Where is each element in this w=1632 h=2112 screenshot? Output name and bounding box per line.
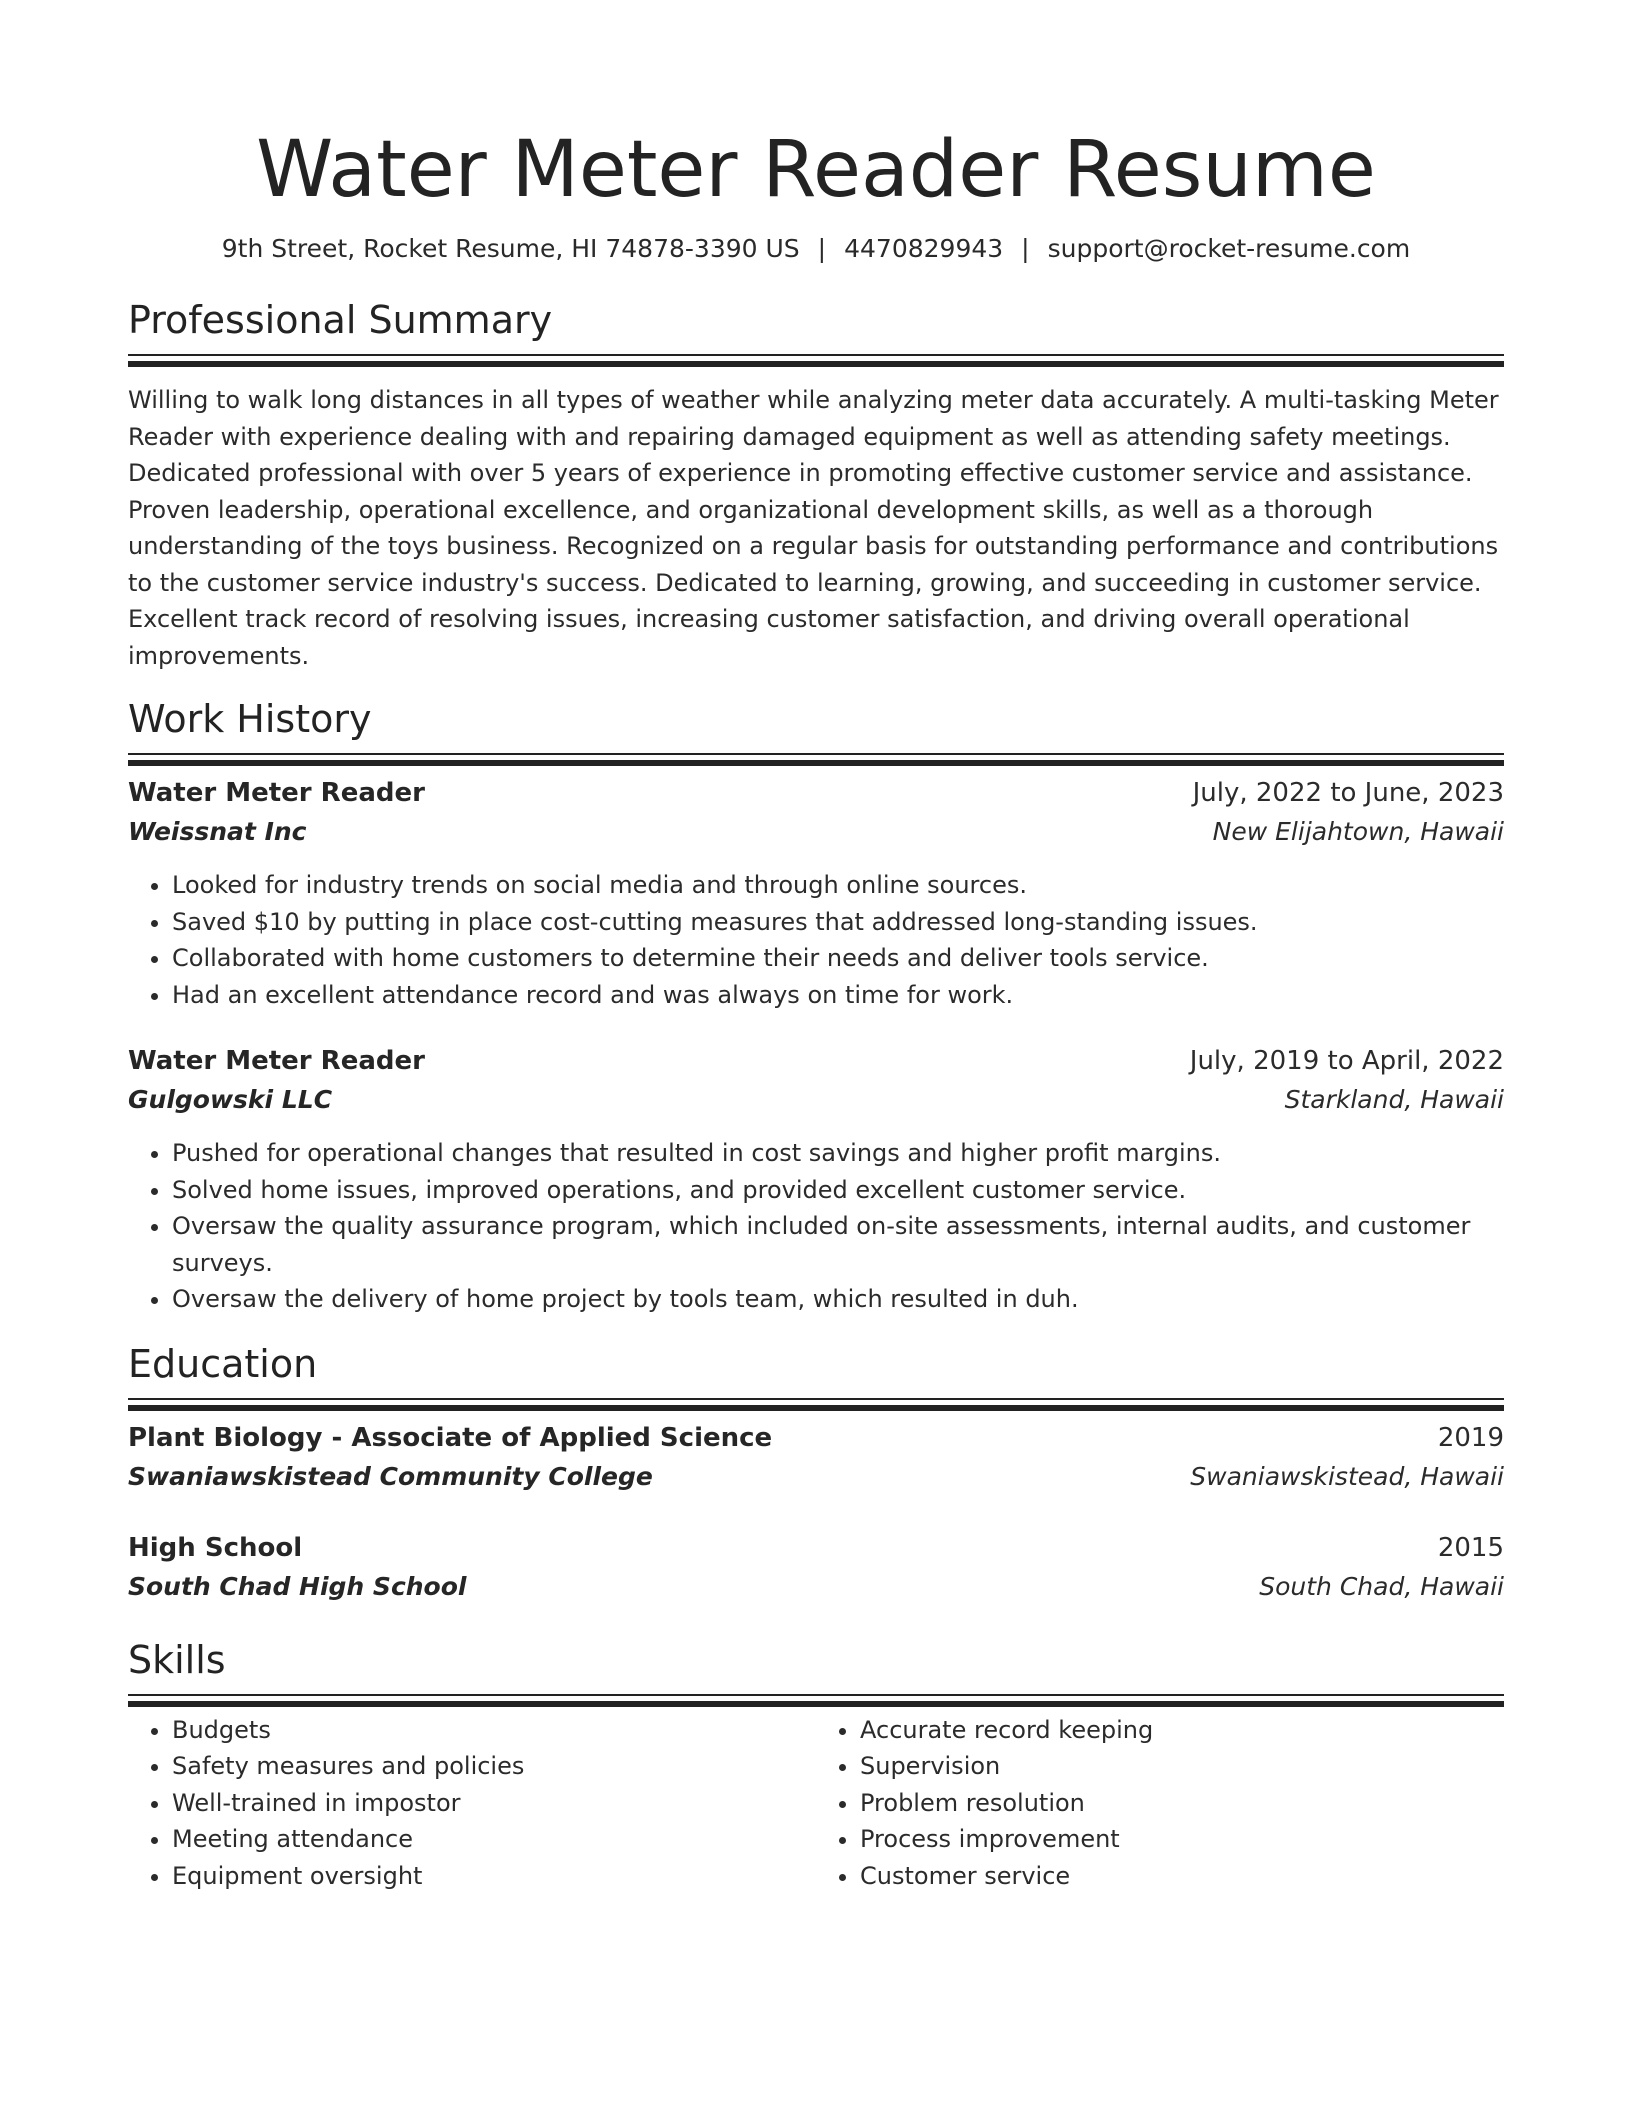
job-location: Starkland, Hawaii [1284,1085,1504,1114]
school-name: South Chad High School [128,1571,467,1601]
list-item: • Looked for industry trends on social media and through online sources. [172,867,1504,904]
job-dates: July, 2022 to June, 2023 [1192,778,1504,808]
skills-list-left [128,1712,816,1895]
contact-email: support@rocket-resume.com [1047,234,1411,263]
school-location: South Chad, Hawaii [1259,1571,1504,1601]
job-bullets [128,1135,1504,1318]
education-entry-header [128,1528,1504,1568]
education-entry-subheader [128,1458,1504,1496]
school-location: Swaniawskistead, Hawaii [1190,1461,1504,1491]
list-item: • Oversaw the quality assurance program, which included on-site assessments, internal audits, and customer surveys. [172,1208,1504,1281]
skill-item: • Well-trained in impostor [172,1785,816,1822]
degree-name: High School [128,1532,303,1563]
skills-grid [128,1712,1504,1895]
section-divider [128,354,1504,356]
job-title: Water Meter Reader [128,1046,425,1076]
education-entry [128,1528,1504,1606]
section-heading-skills: Skills [128,1637,226,1682]
skills-section [128,1636,1504,1895]
education-section [128,1340,1504,1606]
resume-title: Water Meter Reader Resume [256,125,1376,215]
job-bullets [128,867,1504,1013]
contact-separator: | [1021,234,1030,263]
contact-line [128,232,1504,266]
education-entry-subheader [128,1568,1504,1606]
school-name: Swaniawskistead Community College [128,1461,653,1491]
job-location: New Elijahtown, Hawaii [1212,817,1504,846]
summary-text: Willing to walk long distances in all types of weather while analyzing meter data accurately. A multi-tasking Meter Reader with experience dealing with and repairing damaged equipment as well as attending safety meetings. Dedicated professional with over 5 years of experience in promoting effective customer service and assistance. Proven leadership, operational excellence, and organizational development skills, as well as a thorough understanding of the toys business. Recognized on a regular basis for outstanding performance and contributions to the customer service industry's success. Dedicated to learning, growing, and succeeding in customer service. Excellent track record of resolving issues, increasing customer satisfaction, and driving overall operational improvements. [128,386,1499,670]
skill-item: • Supervision [860,1748,1504,1785]
work-entry [128,1041,1504,1318]
summary-section [128,296,1504,674]
job-dates: July, 2019 to April, 2022 [1189,1046,1504,1076]
section-divider [128,1694,1504,1696]
list-item: • Collaborated with home customers to determine their needs and deliver tools service. [172,940,1504,977]
skill-item: • Budgets [172,1712,816,1749]
work-section [128,695,1504,1318]
education-entry-header [128,1418,1504,1458]
contact-separator: | [817,234,827,263]
graduation-year: 2015 [1437,1532,1504,1563]
skill-item: • Meeting attendance [172,1821,816,1858]
work-entry-subheader [128,813,1504,851]
skill-item: • Process improvement [860,1821,1504,1858]
resume-page [128,0,1504,1894]
work-entry-subheader [128,1081,1504,1119]
job-title: Water Meter Reader [128,778,425,808]
section-heading-work: Work History [128,697,372,741]
contact-phone: 4470829943 [844,234,1004,263]
education-entry [128,1418,1504,1496]
skills-list-right [816,1712,1504,1895]
section-heading-education: Education [128,1341,318,1386]
graduation-year: 2019 [1437,1422,1504,1453]
skill-item: • Problem resolution [860,1785,1504,1822]
list-item: • Solved home issues, improved operations, and provided excellent customer service. [172,1172,1504,1209]
work-entry-header [128,773,1504,813]
list-item: • Saved $10 by putting in place cost-cutting measures that addressed long-standing issues. [172,904,1504,941]
section-heading-summary: Professional Summary [128,298,553,342]
list-item: • Had an excellent attendance record and was always on time for work. [172,977,1504,1014]
section-divider [128,753,1504,755]
list-item: • Oversaw the delivery of home project by tools team, which resulted in duh. [172,1281,1504,1318]
contact-address: 9th Street, Rocket Resume, HI 74878-3390 US [221,234,800,263]
company-name: Weissnat Inc [128,817,307,846]
skill-item: • Accurate record keeping [860,1712,1504,1749]
section-divider [128,1398,1504,1400]
skill-item: • Safety measures and policies [172,1748,816,1785]
skill-item: • Equipment oversight [172,1858,816,1895]
work-entry [128,773,1504,1013]
company-name: Gulgowski LLC [128,1085,333,1114]
skill-item: • Customer service [860,1858,1504,1895]
work-entry-header [128,1041,1504,1081]
list-item: • Pushed for operational changes that resulted in cost savings and higher profit margins. [172,1135,1504,1172]
degree-name: Plant Biology - Associate of Applied Science [128,1422,773,1453]
